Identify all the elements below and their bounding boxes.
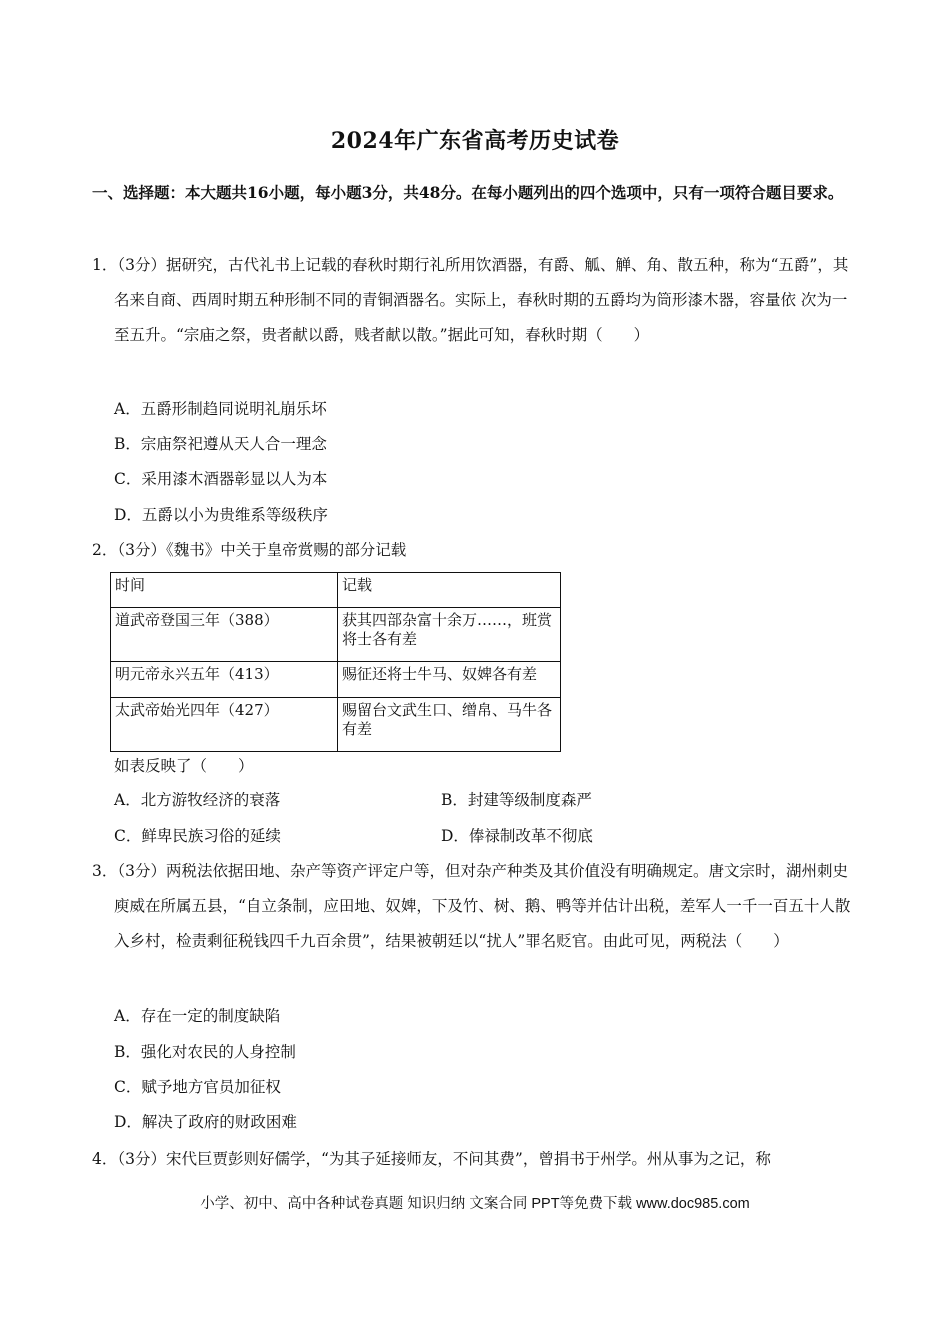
records-table	[110, 572, 561, 752]
table-row	[111, 698, 561, 752]
question-3-option-b: B．强化对农民的人身控制	[114, 1043, 296, 1061]
question-2-prompt: 如表反映了（ ）	[114, 757, 254, 775]
table-cell: 明元帝永兴五年（413）	[111, 662, 338, 698]
question-1	[92, 248, 862, 353]
page-footer: 小学、初中、高中各种试卷真题 知识归纳 文案合同 PPT等免费下载 www.doc985.com	[200, 1196, 750, 1212]
question-2-stem: 2．（3分）《魏书》中关于皇帝赏赐的部分记载	[92, 541, 407, 559]
question-2-option-d: D．俸禄制改革不彻底	[441, 827, 593, 845]
question-3-option-d: D．解决了政府的财政困难	[114, 1113, 297, 1131]
question-1-option-b: B．宗庙祭祀遵从天人合一理念	[114, 435, 327, 453]
table-cell: 获其四部杂富十余万……，班赏将士各有差	[338, 608, 561, 662]
table-row	[111, 608, 561, 662]
question-2-option-a: A．北方游牧经济的衰落	[114, 791, 281, 809]
table-cell: 赐留台文武生口、缯帛、马牛各有差	[338, 698, 561, 752]
question-4-stem: 4．（3分）宋代巨贾彭则好儒学，“为其子延接师友，不问其费”，曾捐书于州学。州从事为之记，称	[92, 1150, 771, 1168]
question-2-option-b: B．封建等级制度森严	[441, 791, 592, 809]
question-3-option-c: C．赋予地方官员加征权	[114, 1078, 281, 1096]
question-3-stem: 3．（3分）两税法依据田地、杂产等资产评定户等，但对杂产种类及其价值没有明确规定。唐文宗时，湖州刺史庾威在所属五县，“自立条制，应田地、奴婢，下及竹、树、鹅、鸭等并估计出税，差军人一千一百五十人散入乡村，检责剩征税钱四千九百余贯”，结果被朝廷以“扰人”罪名贬官。由此可见，两税法（ ）	[92, 862, 851, 950]
table-cell: 太武帝始光四年（427）	[111, 698, 338, 752]
question-2-option-c: C．鲜卑民族习俗的延续	[114, 827, 281, 845]
table-cell: 赐征还将士牛马、奴婢各有差	[338, 662, 561, 698]
question-3	[92, 854, 862, 959]
question-1-option-d: D．五爵以小为贵维系等级秩序	[114, 506, 328, 524]
table-header-cell: 时间	[111, 573, 338, 608]
table-cell: 道武帝登国三年（388）	[111, 608, 338, 662]
table-row	[111, 662, 561, 698]
question-3-option-a: A．存在一定的制度缺陷	[114, 1007, 281, 1025]
section-heading: 一、选择题：本大题共16小题，每小题3分，共48分。在每小题列出的四个选项中，只有一项符合题目要求。	[92, 183, 844, 202]
page-title: 2024年广东省高考历史试卷	[330, 128, 620, 154]
question-1-stem: 1．（3分）据研究，古代礼书上记载的春秋时期行礼所用饮酒器，有爵、觚、觯、角、散五种，称为“五爵”，其名来自商、西周时期五种形制不同的青铜酒器名。实际上，春秋时期的五爵均为筒形漆木器，容量依 次为一至五升。“宗庙之祭，贵者献以爵，贱者献以散。”据此可知，春秋时期（ ）	[92, 256, 849, 344]
question-1-option-a: A．五爵形制趋同说明礼崩乐坏	[114, 400, 327, 418]
table-header-row	[111, 573, 561, 608]
table-header-cell: 记载	[338, 573, 561, 608]
question-1-option-c: C．采用漆木酒器彰显以人为本	[114, 470, 328, 488]
